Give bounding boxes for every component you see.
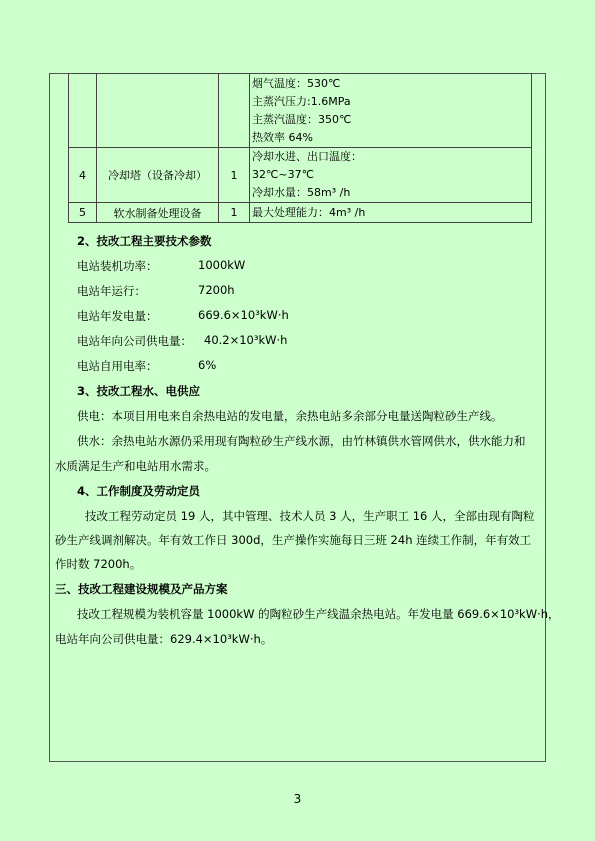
param-value: 6% xyxy=(198,358,217,372)
section-heading: 4、工作制度及劳动定员 xyxy=(77,484,201,498)
param-row xyxy=(77,333,377,349)
table-row xyxy=(69,148,532,203)
paragraph-line: 作时数 7200h。 xyxy=(55,557,142,571)
equipment-qty: 1 xyxy=(219,148,250,203)
param-row xyxy=(77,283,377,299)
param-value: 669.6×10³kW·h xyxy=(198,308,289,322)
spec-line: 冷却水量：58m³ /h xyxy=(252,186,351,199)
section-heading: 2、技改工程主要技术参数 xyxy=(77,234,212,248)
water-supply-text: 供水：余热电站水源仍采用现有陶粒砂生产线水源，由竹林镇供水管网供水，供水能力和 xyxy=(77,434,526,448)
table-row xyxy=(69,203,532,223)
param-value: 40.2×10³kW·h xyxy=(204,333,288,347)
spec-line: 热效率 64% xyxy=(252,130,313,144)
paragraph-line: 技改工程规模为装机容量 1000kW 的陶粒砂生产线温余热电站。年发电量 669.6×10³kW·h， xyxy=(77,607,560,621)
page-number: 3 xyxy=(293,792,302,806)
param-value: 7200h xyxy=(198,283,235,297)
paragraph-line: 电站年向公司供电量：629.4×10³kW·h。 xyxy=(55,632,273,646)
param-row xyxy=(77,258,377,274)
row-number: 5 xyxy=(69,203,97,223)
part-heading: 三、技改工程建设规模及产品方案 xyxy=(55,582,228,596)
param-value: 1000kW xyxy=(198,258,246,272)
row-number: 4 xyxy=(69,148,97,203)
spec-line: 最大处理能力：4m³ /h xyxy=(252,205,366,219)
equipment-qty: 1 xyxy=(219,203,250,223)
power-supply-text: 供电：本项目用电来自余热电站的发电量，余热电站多余部分电量送陶粒砂生产线。 xyxy=(77,409,503,423)
spec-line: 烟气温度：530℃ xyxy=(252,76,341,90)
paragraph-line: 砂生产线调剂解决。年有效工作日 300d，生产操作实施每日三班 24h 连续工作制，年有效工 xyxy=(55,533,532,547)
param-row xyxy=(77,308,377,324)
water-supply-text: 水质满足生产和电站用水需求。 xyxy=(55,459,216,473)
param-label: 电站年向公司供电量： xyxy=(77,334,192,348)
equipment-table xyxy=(68,73,532,223)
table-row xyxy=(69,74,532,148)
equipment-name: 冷却塔（设备冷却） xyxy=(97,148,219,203)
section-heading: 3、技改工程水、电供应 xyxy=(77,384,201,398)
spec-line: 主蒸汽温度：350℃ xyxy=(252,112,352,126)
spec-line: 主蒸汽压力:1.6MPa xyxy=(252,94,351,108)
param-row xyxy=(77,358,377,374)
param-label: 电站装机功率： xyxy=(77,259,158,273)
param-label: 电站年运行： xyxy=(77,284,146,298)
param-label: 电站年发电量： xyxy=(77,309,158,323)
param-label: 电站自用电率： xyxy=(77,359,158,373)
spec-line: 冷却水进、出口温度： xyxy=(252,150,362,163)
spec-line: 32℃~37℃ xyxy=(252,168,314,181)
paragraph-line: 技改工程劳动定员 19 人，其中管理、技术人员 3 人，生产职工 16 人，全部由现有陶粒 xyxy=(85,509,535,523)
equipment-name: 软水制备处理设备 xyxy=(97,203,219,223)
